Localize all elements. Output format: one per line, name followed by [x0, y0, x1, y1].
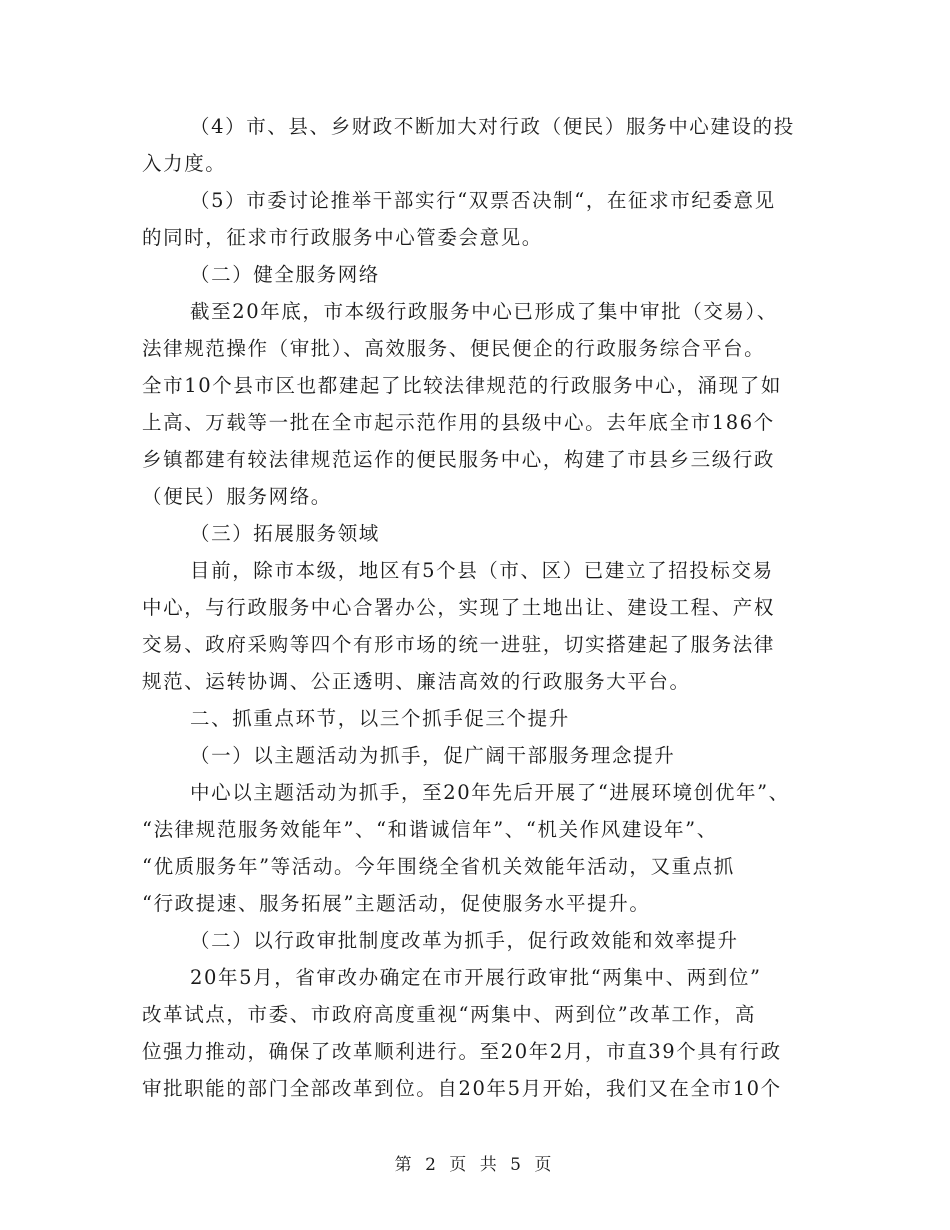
subsection-heading-reform: （二）以行政审批制度改革为抓手，促行政效能和效率提升 [190, 929, 739, 952]
subsection-heading-activities: （一）以主题活动为抓手，促广阔干部服务理念提升 [190, 744, 676, 767]
text-line-7: 法律规范操作（审批）、高效服务、便民便企的行政服务综合平台。 [142, 337, 766, 360]
text-line-25: 改革试点，市委、市政府高度重视“两集中、两到位”改革工作，高 [142, 1003, 756, 1026]
text-line-19: 中心以主题活动为抓手，至20年先后开展了“进展环境创优年”、 [190, 781, 790, 804]
text-line-21: “优质服务年”等活动。今年围绕全省机关效能年活动，又重点抓 [142, 855, 735, 878]
text-line-10: 乡镇都建有较法律规范运作的便民服务中心，构建了市县乡三级行政 [142, 448, 776, 471]
text-line-11: （便民）服务网络。 [142, 485, 332, 508]
text-line-3: （5）市委讨论推举干部实行“双票否决制“，在征求市纪委意见 [190, 189, 776, 212]
text-line-22: “行政提速、服务拓展”主题活动，促使服务水平提升。 [142, 892, 651, 915]
section-heading-key-links: 二、抓重点环节，以三个抓手促三个提升 [190, 707, 570, 730]
text-line-2: 入力度。 [142, 152, 227, 175]
text-line-26: 位强力推动，确保了改革顺利进行。至20年2月，市直39个具有行政 [142, 1040, 782, 1063]
section-heading-domain: （三）拓展服务领域 [190, 522, 380, 545]
text-line-4: 的同时，征求市行政服务中心管委会意见。 [142, 226, 543, 249]
text-line-20: “法律规范服务效能年”、“和谐诚信年”、“机关作风建设年”、 [142, 818, 718, 841]
text-line-13: 目前，除市本级，地区有5个县（市、区）已建立了招投标交易 [190, 559, 774, 582]
page-number-footer: 第 2 页 共 5 页 [394, 1155, 556, 1175]
text-line-14: 中心，与行政服务中心合署办公，实现了土地出让、建设工程、产权 [142, 596, 776, 619]
text-line-27: 审批职能的部门全部改革到位。自20年5月开始，我们又在全市10个 [142, 1077, 782, 1100]
text-line-16: 规范、运转协调、公正透明、廉洁高效的行政服务大平台。 [142, 670, 691, 693]
text-line-24: 20年5月，省审改办确定在市开展行政审批“两集中、两到位” [190, 966, 762, 989]
text-line-8: 全市10个县市区也都建起了比较法律规范的行政服务中心，涌现了如 [142, 374, 782, 397]
text-line-15: 交易、政府采购等四个有形市场的统一进驻，切实搭建起了服务法律 [142, 633, 776, 656]
text-line-1: （4）市、县、乡财政不断加大对行政（便民）服务中心建设的投 [190, 115, 795, 138]
section-heading-network: （二）健全服务网络 [190, 263, 380, 286]
text-line-6: 截至20年底，市本级行政服务中心已形成了集中审批（交易）、 [190, 300, 778, 323]
text-line-9: 上高、万载等一批在全市起示范作用的县级中心。去年底全市186个 [142, 411, 775, 434]
